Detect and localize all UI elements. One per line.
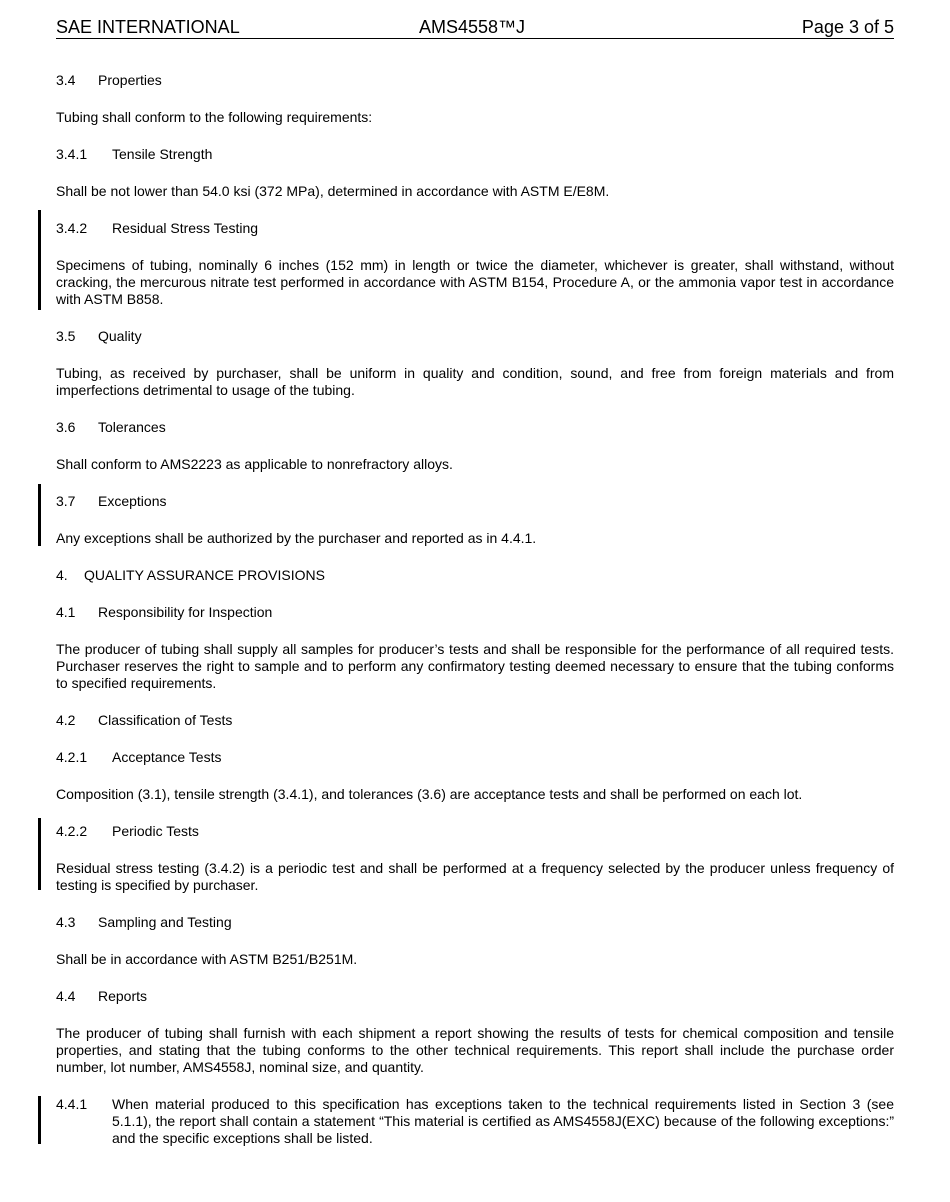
section-heading <box>56 220 894 237</box>
section-heading <box>56 72 894 89</box>
section-heading <box>56 328 894 345</box>
paragraph: The producer of tubing shall supply all samples for producer’s tests and shall be responsible for the performance of all required tests. Purchaser reserves the right to sample and to perform any confirmatory testing deemed necessary to ensure that the tubing conforms to specified requirements. <box>56 641 894 691</box>
paragraph: Specimens of tubing, nominally 6 inches (152 mm) in length or twice the diameter, whichever is greater, shall withstand, without cracking, the mercurous nitrate test performed in accordance with ASTM B154, Procedure A, or the ammonia vapor test in accordance with ASTM B858. <box>56 257 894 307</box>
section-heading <box>56 712 894 729</box>
paragraph: Shall conform to AMS2223 as applicable to nonrefractory alloys. <box>56 456 453 472</box>
paragraph: The producer of tubing shall furnish with each shipment a report showing the results of tests for chemical composition and tensile properties, and stating that the tubing conforms to the other technical requirements. This report shall include the purchase order number, lot number, AMS4558J, nominal size, and quantity. <box>56 1025 894 1075</box>
section-title: Classification of Tests <box>98 712 233 728</box>
section-title: Sampling and Testing <box>98 914 232 930</box>
section-number: 3.4.1 <box>56 146 88 162</box>
section-number: 4.4 <box>56 988 76 1004</box>
section-heading <box>56 749 894 766</box>
paragraph: Shall be in accordance with ASTM B251/B251M. <box>56 951 358 967</box>
section-title: QUALITY ASSURANCE PROVISIONS <box>84 567 325 583</box>
revision-bar <box>38 210 41 310</box>
section-number: 4.2 <box>56 712 76 728</box>
section-title: Exceptions <box>98 493 167 509</box>
section-title: Responsibility for Inspection <box>98 604 273 620</box>
paragraph: Tubing, as received by purchaser, shall be uniform in quality and condition, sound, and free from foreign materials and from imperfections detrimental to usage of the tubing. <box>56 365 894 398</box>
section-heading <box>56 914 894 931</box>
paragraph: Residual stress testing (3.4.2) is a periodic test and shall be performed at a frequency selected by the producer unless frequency of testing is specified by purchaser. <box>56 860 894 893</box>
revision-bar <box>38 818 41 890</box>
page-number: Page 3 of 5 <box>801 17 894 37</box>
section-number: 4. <box>56 567 68 583</box>
paragraph: Shall be not lower than 54.0 ksi (372 MPa), determined in accordance with ASTM E/E8M. <box>56 183 610 199</box>
paragraph: When material produced to this specification has exceptions taken to the technical requirements listed in Section 3 (see 5.1.1), the report shall contain a statement “This material is certified as AMS4558J(EXC) because of the following exceptions:” and the specific exceptions shall be listed. <box>112 1096 894 1146</box>
section-title: Tolerances <box>98 419 166 435</box>
document-body <box>56 72 894 1147</box>
section-number: 3.6 <box>56 419 76 435</box>
section-number: 4.1 <box>56 604 76 620</box>
section-title: Residual Stress Testing <box>112 220 259 236</box>
section-title: Properties <box>98 72 162 88</box>
section-number: 4.3 <box>56 914 76 930</box>
section-title: Reports <box>98 988 148 1004</box>
paragraph: Composition (3.1), tensile strength (3.4.1), and tolerances (3.6) are acceptance tests and shall be performed on each lot. <box>56 786 803 802</box>
section-number: 3.5 <box>56 328 76 344</box>
section-heading <box>56 567 894 584</box>
section-heading <box>56 493 894 510</box>
revision-bar <box>38 484 41 546</box>
org-name: SAE INTERNATIONAL <box>56 17 240 37</box>
section-number: 3.7 <box>56 493 76 509</box>
section-heading <box>56 419 894 436</box>
document-id: AMS4558™J <box>419 17 526 37</box>
section-heading <box>56 604 894 621</box>
section-title: Quality <box>98 328 142 344</box>
section-number: 4.4.1 <box>56 1096 88 1112</box>
section-title: Periodic Tests <box>112 823 199 839</box>
section-heading <box>56 146 894 163</box>
paragraph: Tubing shall conform to the following requirements: <box>56 109 373 125</box>
section-number: 3.4 <box>56 72 76 88</box>
section-number: 4.2.2 <box>56 823 88 839</box>
section-number: 3.4.2 <box>56 220 88 236</box>
revision-bar <box>38 1096 41 1144</box>
section-number: 4.2.1 <box>56 749 88 765</box>
section-title: Acceptance Tests <box>112 749 222 765</box>
numbered-paragraph <box>56 1096 894 1147</box>
section-title: Tensile Strength <box>112 146 213 162</box>
page-header <box>56 16 894 39</box>
section-heading <box>56 988 894 1005</box>
paragraph: Any exceptions shall be authorized by the purchaser and reported as in 4.4.1. <box>56 530 537 546</box>
section-heading <box>56 823 894 840</box>
